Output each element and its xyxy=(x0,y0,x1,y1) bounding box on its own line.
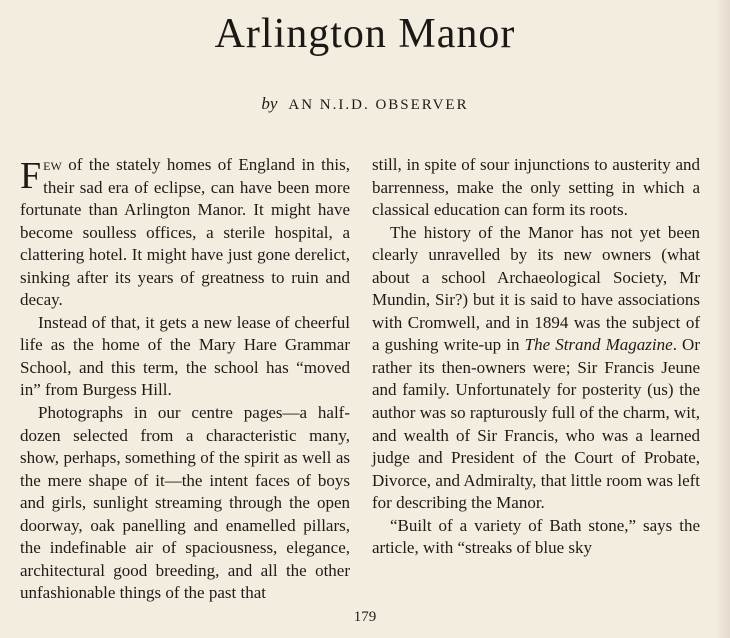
right-column xyxy=(372,154,700,560)
paragraph xyxy=(20,154,350,312)
left-column xyxy=(20,154,350,605)
byline xyxy=(0,94,730,114)
page-number: 179 xyxy=(353,609,377,625)
paragraph: Instead of that, it gets a new lease of cheerful life as the home of the Mary Hare Grammar School, and this term, the school has “moved in” from Burgess Hill. xyxy=(20,312,350,400)
paragraph xyxy=(372,222,700,515)
magazine-title: The Strand Magazine xyxy=(524,335,673,355)
byline-author: AN N.I.D. OBSERVER xyxy=(288,97,469,113)
paragraph: “Built of a variety of Bath stone,” says the article, with “streaks of blue sky xyxy=(372,515,700,558)
paragraph-text: . Or rather its then-owners were; Sir Francis Jeune and family. Unfortunately for posterity (us) the author was so rapturously full of the charm, wit, and wealth of Sir Francis, who was a learned judge and President of the Court of Probate, Divorce, and Admiralty, that little room was left for describing the Manor. xyxy=(372,335,700,513)
drop-cap: F xyxy=(20,155,42,197)
paragraph: still, in spite of sour injunctions to austerity and barrenness, make the only setting in which a classical education can form its roots. xyxy=(372,155,700,220)
paragraph: Photographs in our centre pages—a half-dozen selected from a characteristic many, show, perhaps, something of the spirit as well as the mere shape of it—the intent faces of boys and girls, sunlight streaming through the open doorway, oak panelling and enamelled pillars, the indefinable air of spaciousness, elegance, architectural good breeding, and all the other unfashionable things of the past that xyxy=(20,403,350,603)
page-edge-shadow xyxy=(716,0,730,638)
paragraph-text: The history of the Manor has not yet been clearly unravelled by its new owners (what about a school Archaeological Society, Mr Mundin, Sir?) but it is said to have associations with Cromwell, and in 1894 was the subject of a gushing write-up in xyxy=(372,222,700,355)
byline-prefix: by xyxy=(261,94,278,113)
paragraph-text: of the stately homes of England in this, their sad era of eclipse, can have been more fortunate than Arlington Manor. It might have become soulless offices, a sterile hospital, a clattering hotel. It might have just gone derelict, sinking after its years of greatness to ruin and decay. xyxy=(20,155,350,310)
article-title: Arlington Manor xyxy=(214,11,516,57)
small-caps-lead: ew xyxy=(43,155,62,174)
